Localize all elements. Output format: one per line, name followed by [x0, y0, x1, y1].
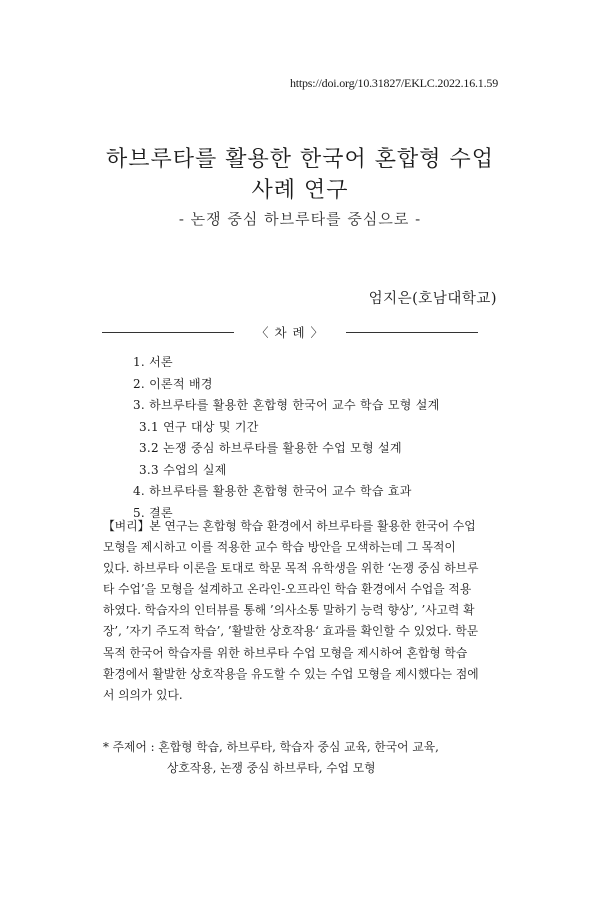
author-affiliation: 엄지은(호남대학교)	[368, 291, 497, 307]
keywords-line-2: 상호작용, 논쟁 중심 하브루타, 수업 모형	[167, 761, 376, 775]
toc-rule-right	[346, 332, 478, 333]
toc-item: 3. 하브루타를 활용한 혼합형 한국어 교수 학습 모형 설계	[133, 398, 440, 412]
abstract-line: 서 의의가 있다.	[103, 687, 183, 702]
keywords	[103, 737, 439, 779]
abstract-line: 【벼리】본 연구는 혼합형 학습 환경에서 하브루타를 활용한 한국어 수업	[103, 519, 476, 533]
toc-item: 1. 서론	[133, 355, 173, 369]
keywords-line-1: * 주제어 : 혼합형 학습, 하브루타, 학습자 중심 교육, 한국어 교육,	[103, 740, 439, 754]
abstract-line: 모형을 제시하고 이를 적용한 교수 학습 방안을 모색하는데 그 목적이	[103, 540, 456, 555]
toc-subitem: 3.1 연구 대상 및 기간	[139, 419, 259, 434]
toc-item: 2. 이론적 배경	[133, 376, 213, 391]
toc-rule-left	[102, 332, 234, 333]
table-of-contents	[133, 352, 440, 524]
abstract-line: 환경에서 활발한 상호작용을 유도할 수 있는 수업 모형을 제시했다는 점에	[103, 666, 479, 681]
toc-subitem: 3.3 수업의 실제	[139, 462, 227, 477]
toc-heading	[102, 322, 478, 342]
paper-title-line-2: 사례 연구	[251, 178, 349, 203]
paper-subtitle: - 논쟁 중심 하브루타를 중심으로 -	[178, 210, 422, 228]
toc-subitem: 3.2 논쟁 중심 하브루타를 활용한 수업 모형 설계	[139, 441, 402, 455]
doi-link[interactable]: https://doi.org/10.31827/EKLC.2022.16.1.59	[289, 76, 498, 90]
abstract-line: 장’, ’자기 주도적 학습’, ’활발한 상호작용‘ 효과를 확인할 수 있었다. 학문	[103, 624, 479, 639]
keywords-line-2-row	[103, 758, 439, 779]
toc-item: 5. 결론	[133, 505, 173, 520]
abstract-line: 하였다. 학습자의 인터뷰를 통해 ’의사소통 말하기 능력 향상’, ’사고력 확	[103, 603, 475, 618]
abstract	[103, 516, 479, 706]
toc-heading-label: 〈 차 례 〉	[255, 325, 325, 340]
toc-item: 4. 하브루타를 활용한 혼합형 한국어 교수 학습 효과	[133, 484, 412, 498]
paper-title-line-1: 하브루타를 활용한 한국어 혼합형 수업	[105, 147, 494, 172]
abstract-line: 목적 한국어 학습자를 위한 하브루타 수업 모형을 제시하여 혼합형 학습	[103, 645, 468, 660]
abstract-line: 타 수업’을 모형을 설계하고 온라인-오프라인 학습 환경에서 수업을 적용	[103, 582, 472, 597]
abstract-line: 있다. 하브루타 이론을 토대로 학문 목적 유학생을 위한 ‘논쟁 중심 하브루	[103, 561, 479, 576]
